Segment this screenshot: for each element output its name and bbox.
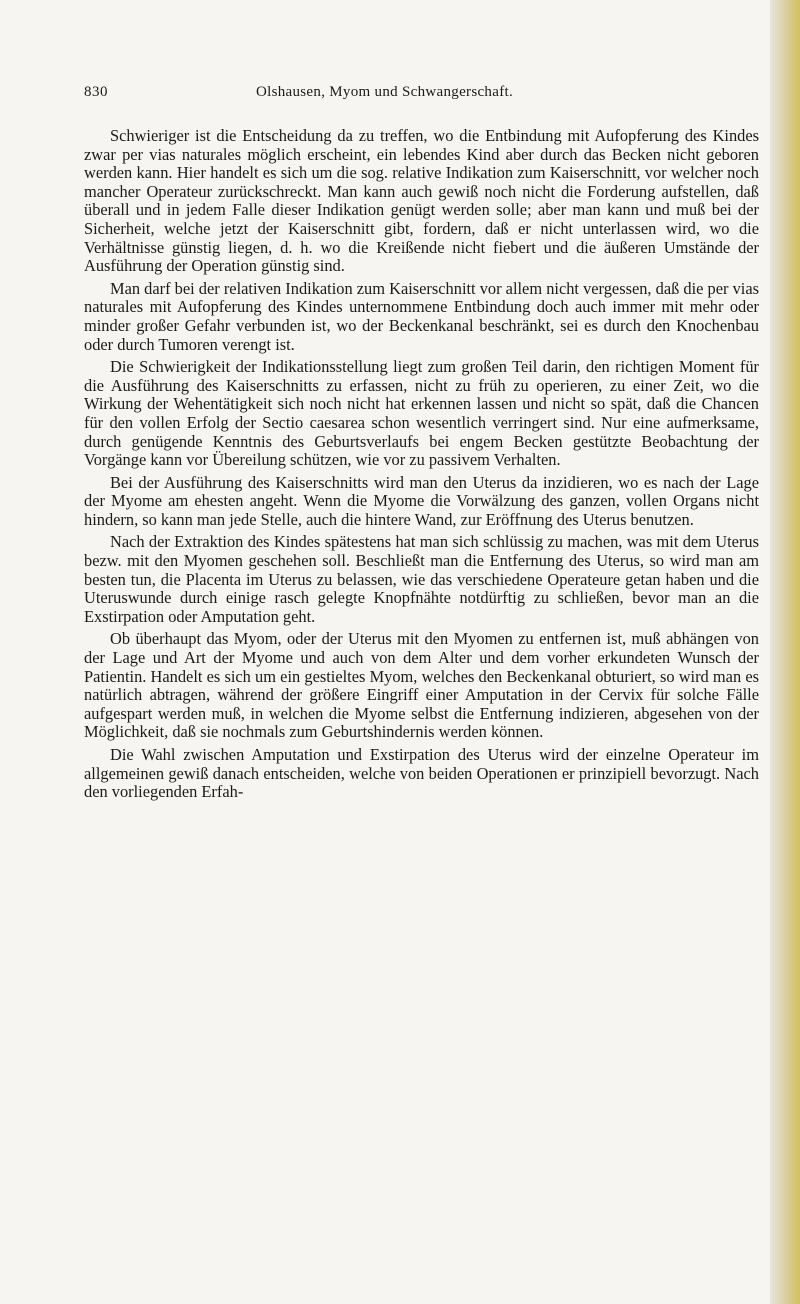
paragraph: Bei der Ausführung des Kaiserschnitts wird man den Uterus da inzidieren, wo es nach der Lage der Myome am ehesten angeht. Wenn die Myome die Vorwälzung des ganzen, vollen Organs nicht hindern, so kann man jede Stelle, auch die hintere Wand, zur Eröffnung des Uterus benutzen. <box>84 472 759 529</box>
page-number: 830 <box>84 84 108 100</box>
paragraph: Die Schwierigkeit der Indikationsstellung liegt zum großen Teil darin, den richtigen Moment für die Ausführung des Kaiserschnitts zu erfassen, nicht zu früh zu operieren, zu einer Zeit, wo die Wirkung der Wehentätigkeit sich noch nicht hat erkennen lassen und nicht so spät, daß die Chancen für den vollen Erfolg der Sectio caesarea schon wesentlich verringert sind. Nur eine aufmerksame, durch genügende Kenntnis des Geburtsverlaufs bei engem Becken gestützte Beobachtung der Vorgänge kann vor Übereilung schützen, wie vor zu passivem Verhalten. <box>84 357 759 470</box>
paragraph: Ob überhaupt das Myom, oder der Uterus mit den Myomen zu entfernen ist, muß abhängen von der Lage und Art der Myome und auch von dem Alter und dem vorher erkundeten Wunsch der Patientin. Handelt es sich um ein gestieltes Myom, welches den Beckenkanal obturiert, so wird man es natürlich abtragen, während der größere Eingriff einer Amputation in der Cervix für solche Fälle aufgespart werden muß, in welchen die Myome selbst die Entfernung indizieren, abgesehen von der Möglichkeit, daß sie nochmals zum Geburtshindernis werden können. <box>84 629 759 742</box>
body-text <box>84 127 759 806</box>
page-header <box>84 84 744 106</box>
paragraph: Die Wahl zwischen Amputation und Exstirpation des Uterus wird der einzelne Operateur im allgemeinen gewiß danach entscheiden, welche von beiden Operationen er prinzipiell bevorzugt. Nach den vorliegenden Erfah- <box>84 745 759 802</box>
page-edge <box>770 0 800 1304</box>
paragraph: Man darf bei der relativen Indikation zum Kaiserschnitt vor allem nicht vergessen, daß die per vias naturales mit Aufopferung des Kindes unternommene Entbindung doch auch immer mit mehr oder minder großer Gefahr verbunden ist, wo der Beckenkanal beschränkt, sei es durch den Knochenbau oder durch Tumoren verengt ist. <box>84 278 759 354</box>
paragraph: Nach der Extraktion des Kindes spätestens hat man sich schlüssig zu machen, was mit dem Uterus bezw. mit den Myomen geschehen soll. Beschließt man die Entfernung des Uterus, so wird man am besten tun, die Placenta im Uterus zu belassen, wie das verschiedene Operateure getan haben und die Uteruswunde durch einige rasch gelegte Knopfnähte notdürftig zu schließen, bevor man an die Exstirpation oder Amputation geht. <box>84 532 759 626</box>
paragraph: Schwieriger ist die Entscheidung da zu treffen, wo die Entbindung mit Aufopferung des Kindes zwar per vias naturales möglich erscheint, ein lebendes Kind aber durch das Becken nicht geboren werden kann. Hier handelt es sich um die sog. relative Indikation zum Kaiserschnitt, vor welcher noch mancher Operateur zurückschreckt. Man kann auch gewiß noch nicht die Forderung aufstellen, daß überall und in jedem Falle dieser Indikation genügt werden solle; aber man kann und muß bei der Sicherheit, welche jetzt der Kaiserschnitt gibt, fordern, daß er nicht unterlassen wird, wo die Verhältnisse günstig liegen, d. h. wo die Kreißende nicht fiebert und die äußeren Umstände der Ausführung der Operation günstig sind. <box>84 126 759 276</box>
running-title: Olshausen, Myom und Schwangerschaft. <box>256 84 514 100</box>
